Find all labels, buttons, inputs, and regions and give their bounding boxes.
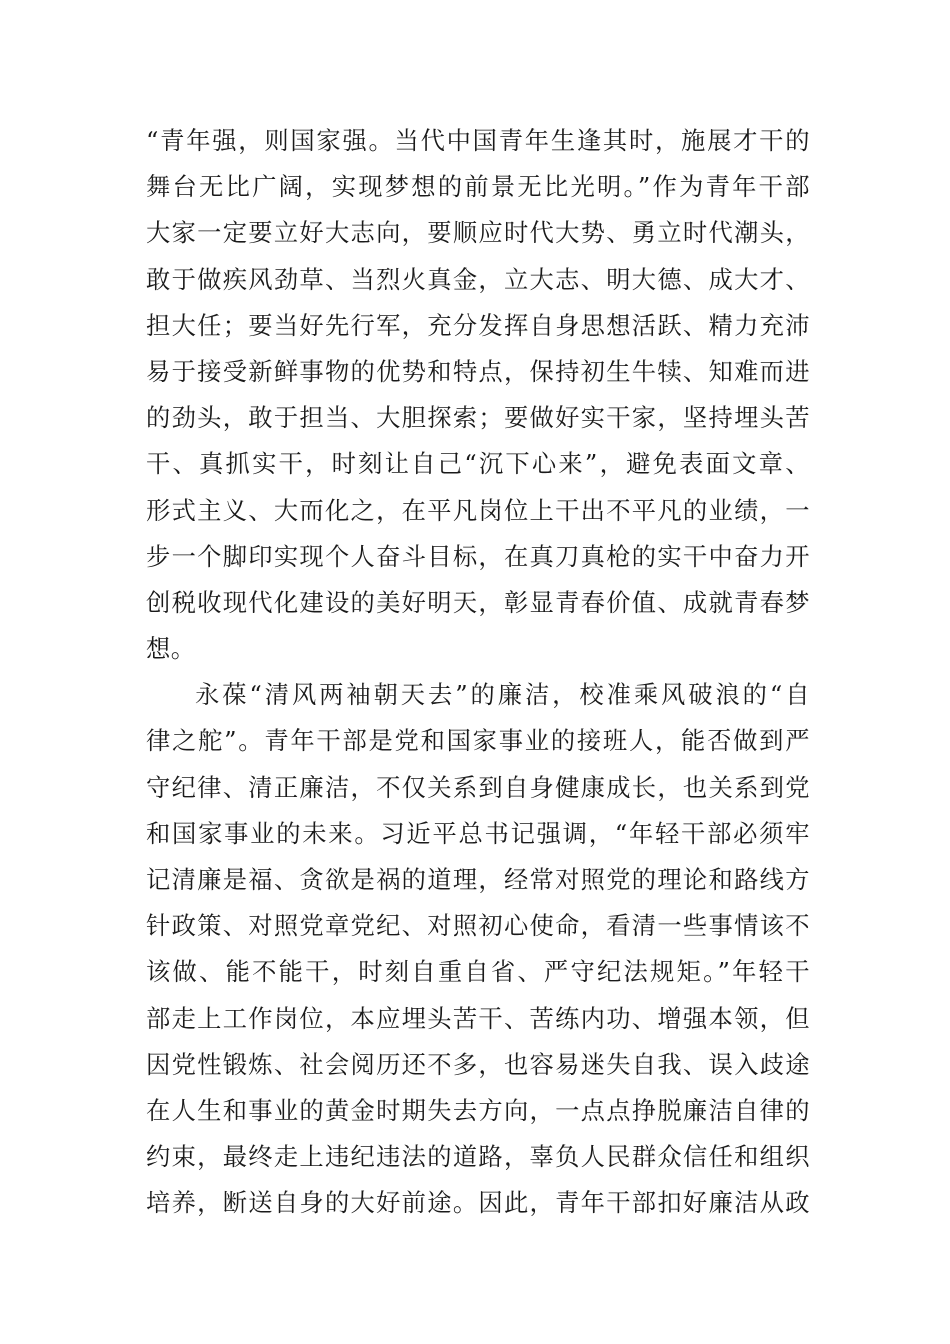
- text-line: 创税收现代化建设的美好明天，彰显青春价值、成就青春梦: [146, 587, 810, 617]
- text-line: 担大任；要当好先行军，充分发挥自身思想活跃、精力充沛: [146, 310, 810, 340]
- text-line: 想。: [146, 634, 196, 664]
- text-line: 约束，最终走上违纪违法的道路，辜负人民群众信任和组织: [146, 1142, 810, 1172]
- text-line: 因党性锻炼、社会阅历还不多，也容易迷失自我、误入歧途: [146, 1049, 810, 1079]
- text-line: 记清廉是福、贪欲是祸的道理，经常对照党的理论和路线方: [146, 865, 810, 894]
- text-line: 在人生和事业的黄金时期失去方向，一点点挣脱廉洁自律的: [146, 1095, 810, 1125]
- text-line: 针政策、对照党章党纪、对照初心使命，看清一些事情该不: [146, 911, 810, 941]
- text-line: 部走上工作岗位，本应埋头苦干、苦练内功、增强本领，但: [146, 1003, 810, 1033]
- text-line: 干、真抓实干，时刻让自己“沉下心来”，避免表面文章、: [146, 449, 810, 479]
- text-line: 该做、能不能干，时刻自重自省、严守纪法规矩。”年轻干: [146, 957, 810, 987]
- text-line: 步一个脚印实现个人奋斗目标，在真刀真枪的实干中奋力开: [146, 541, 810, 571]
- text-line: 培养，断送自身的大好前途。因此，青年干部扣好廉洁从政: [146, 1188, 810, 1218]
- text-line: “青年强，则国家强。当代中国青年生逢其时，施展才干的: [146, 126, 810, 155]
- text-line: 易于接受新鲜事物的优势和特点，保持初生牛犊、知难而进: [146, 356, 810, 386]
- text-line: 律之舵”。青年干部是党和国家事业的接班人，能否做到严: [146, 726, 810, 756]
- text-line: 大家一定要立好大志向，要顺应时代大势、勇立时代潮头，: [146, 218, 810, 248]
- text-line: 守纪律、清正廉洁，不仅关系到自身健康成长，也关系到党: [146, 772, 810, 802]
- text-line: 敢于做疾风劲草、当烈火真金，立大志、明大德、成大才、: [146, 264, 810, 294]
- text-line: 永葆“清风两袖朝天去”的廉洁，校准乘风破浪的“自: [195, 680, 810, 710]
- document-body: [146, 118, 810, 1227]
- text-line: 舞台无比广阔，实现梦想的前景无比光明。”作为青年干部: [146, 172, 810, 202]
- paragraph-2: [146, 672, 810, 1226]
- text-line: 的劲头，敢于担当、大胆探索；要做好实干家，坚持埋头苦: [146, 403, 810, 433]
- paragraph-1: [146, 118, 810, 672]
- text-line: 和国家事业的未来。习近平总书记强调，“年轻干部必须牢: [146, 818, 810, 848]
- text-line: 形式主义、大而化之，在平凡岗位上干出不平凡的业绩，一: [146, 495, 810, 525]
